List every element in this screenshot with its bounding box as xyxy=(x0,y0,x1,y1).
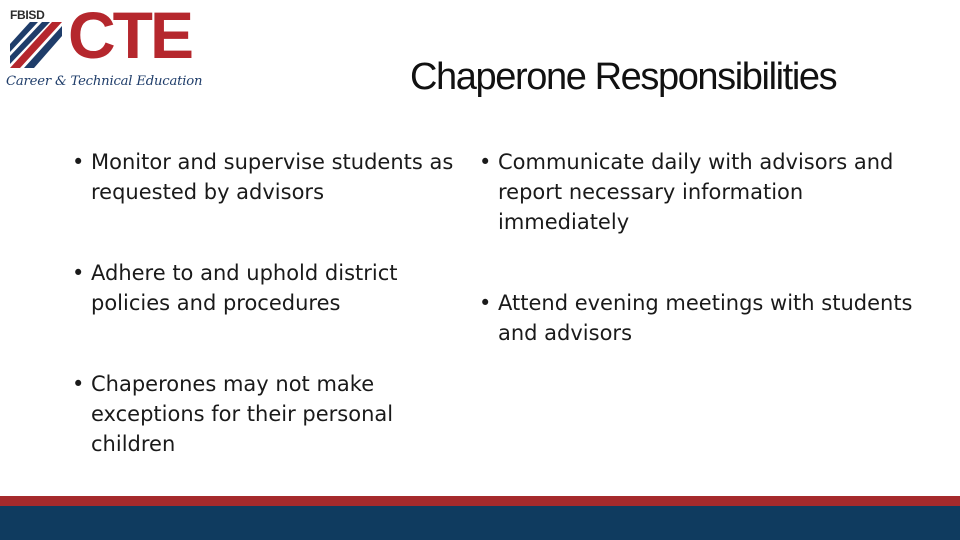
bullet-marker: • xyxy=(479,291,492,315)
bullet-text: Adhere to and uphold district policies and procedures xyxy=(91,261,398,315)
cte-logo xyxy=(6,0,206,94)
bullet-marker: • xyxy=(72,150,85,174)
footer-red-stripe xyxy=(0,496,960,506)
bullet-marker: • xyxy=(72,261,85,285)
bullet-item xyxy=(479,288,918,348)
logo-acronym: CTE xyxy=(68,0,191,72)
bullet-item xyxy=(479,147,918,237)
bullet-item xyxy=(72,147,481,207)
footer-blue-band xyxy=(0,506,960,540)
logo-district-text: FBISD xyxy=(10,8,45,22)
bullet-text: Attend evening meetings with students and advisors xyxy=(498,291,913,345)
bullet-item xyxy=(72,369,481,459)
bullet-item xyxy=(72,258,481,318)
bullet-text: Communicate daily with advisors and report necessary information immediately xyxy=(498,150,894,234)
bullet-marker: • xyxy=(479,150,492,174)
bullet-marker: • xyxy=(72,372,85,396)
bullet-text: Monitor and supervise students as requested by advisors xyxy=(91,150,454,204)
slide-title: Chaperone Responsibilities xyxy=(410,56,837,98)
bullet-text: Chaperones may not make exceptions for their personal children xyxy=(91,372,394,456)
logo-tagline: Career & Technical Education xyxy=(6,74,203,89)
